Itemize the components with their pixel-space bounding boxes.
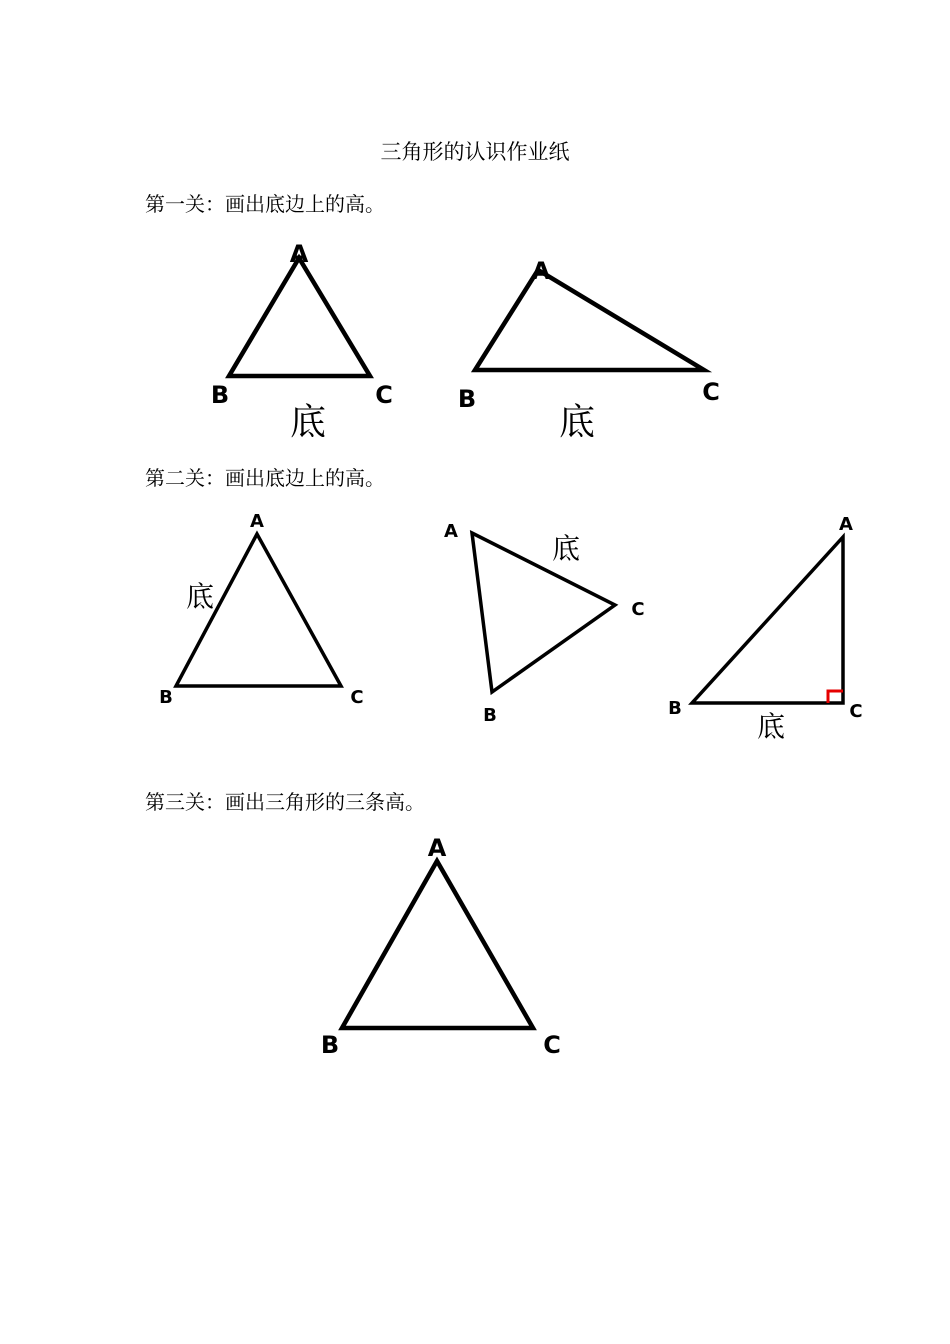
base-label: 底 — [551, 532, 581, 565]
section-1-heading: 第一关：画出底边上的高。 — [145, 192, 385, 216]
base-label: 底 — [289, 402, 327, 443]
section-3-heading: 第三关：画出三角形的三条高。 — [145, 790, 425, 814]
vertex-label-b: B — [457, 385, 477, 413]
triangle-2-2 — [444, 521, 645, 726]
vertex-label-a: A — [289, 240, 309, 268]
section-2-heading: 第二关：画出底边上的高。 — [145, 466, 385, 490]
right-angle-mark — [828, 691, 843, 703]
page-title: 三角形的认识作业纸 — [380, 140, 570, 164]
vertex-label-c: C — [849, 701, 863, 722]
triangle-3-1 — [321, 834, 561, 1059]
vertex-label-a: A — [531, 257, 551, 285]
base-label: 底 — [558, 402, 596, 443]
vertex-label-b: B — [668, 698, 682, 719]
vertex-label-b: B — [210, 381, 230, 409]
triangle-1-1 — [211, 240, 393, 443]
vertex-label-b: B — [159, 687, 173, 708]
base-label: 底 — [756, 710, 786, 743]
vertex-label-a: A — [839, 514, 853, 535]
base-label: 底 — [185, 580, 215, 613]
vertex-label-a: A — [250, 511, 264, 532]
triangle-2-3 — [668, 514, 862, 743]
triangle-1-2 — [458, 257, 720, 443]
vertex-label-a: A — [427, 834, 447, 862]
triangle-2-1 — [159, 511, 363, 708]
vertex-label-c: C — [375, 381, 393, 409]
vertex-label-c: C — [702, 378, 720, 406]
vertex-label-c: C — [350, 687, 364, 708]
vertex-label-a: A — [444, 521, 458, 542]
vertex-label-c: C — [543, 1031, 561, 1059]
vertex-label-c: C — [631, 599, 645, 620]
vertex-label-b: B — [483, 705, 497, 726]
vertex-label-b: B — [320, 1031, 340, 1059]
